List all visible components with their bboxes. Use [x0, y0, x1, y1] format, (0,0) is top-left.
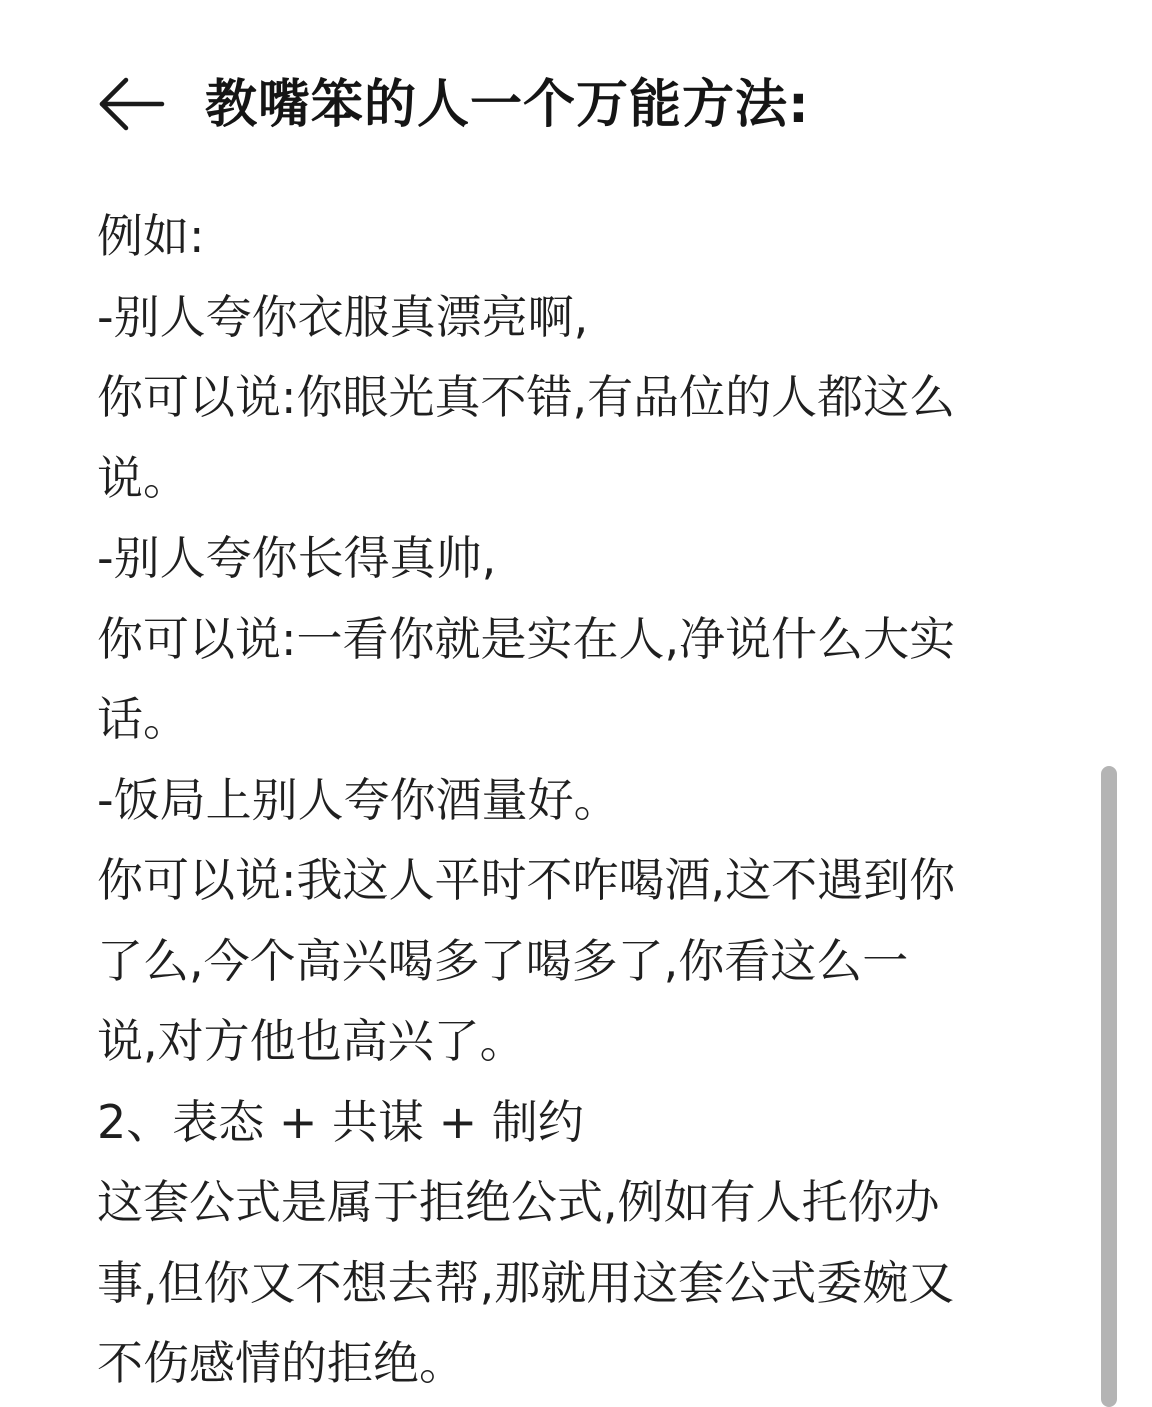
- text-line: 例如:: [97, 209, 205, 263]
- text-line: 话。: [97, 692, 189, 746]
- text-line: 这套公式是属于拒绝公式,例如有人托你办: [97, 1175, 940, 1229]
- text-line: 你可以说:你眼光真不错,有品位的人都这么: [97, 370, 956, 424]
- text-line: 说。: [97, 450, 189, 505]
- text-line: 你可以说:我这人平时不咋喝酒,这不遇到你: [97, 853, 956, 907]
- text-line: 2、表态 + 共谋 + 制约: [97, 1094, 584, 1149]
- text-line: 说,对方他也高兴了。: [97, 1014, 526, 1068]
- back-button[interactable]: [92, 70, 172, 138]
- text-line: -别人夸你长得真帅,: [97, 531, 497, 585]
- article-body: [97, 196, 1067, 1404]
- text-line: 不伤感情的拒绝。: [97, 1336, 465, 1390]
- text-line: -饭局上别人夸你酒量好。: [97, 772, 620, 827]
- page-title: 教嘴笨的人一个万能方法:: [205, 75, 810, 135]
- text-line: 了么,今个高兴喝多了喝多了,你看这么一: [97, 933, 909, 988]
- text-line: 事,但你又不想去帮,那就用这套公式委婉又: [97, 1255, 955, 1310]
- text-line: -别人夸你衣服真漂亮啊,: [97, 289, 589, 344]
- top-bar: [0, 0, 1152, 200]
- text-line: 你可以说:一看你就是实在人,净说什么大实: [97, 611, 956, 666]
- arrow-left-icon: [92, 70, 172, 138]
- scrollbar[interactable]: [1101, 766, 1117, 1407]
